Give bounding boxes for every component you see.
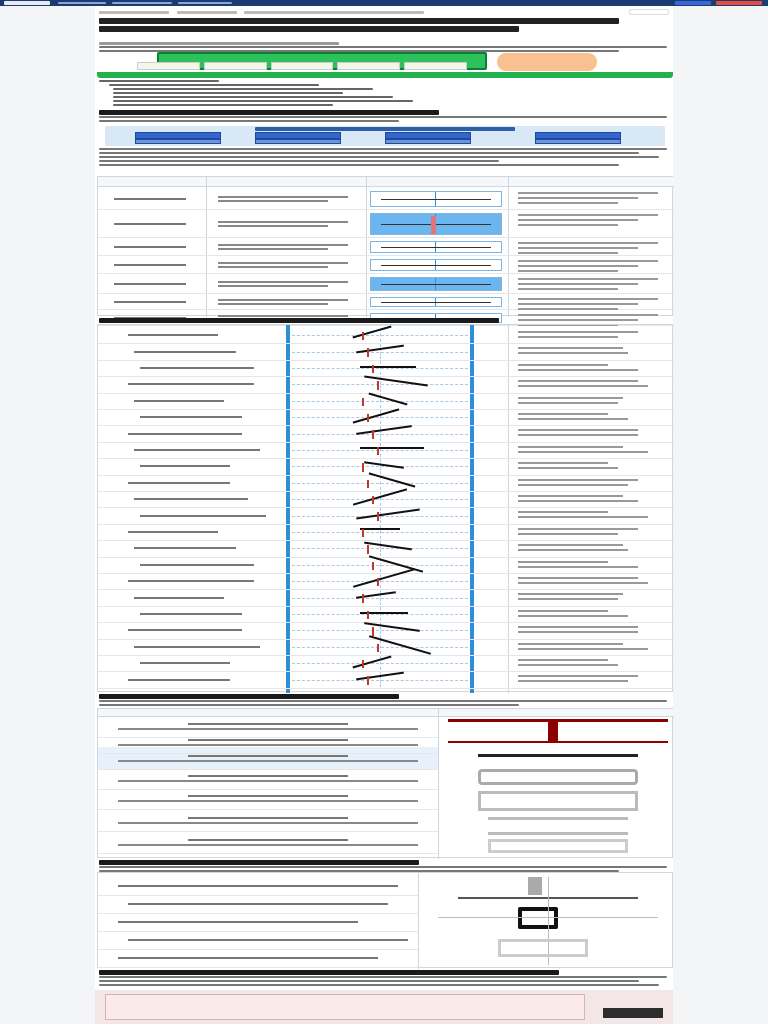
nav-item-2[interactable] <box>112 2 172 4</box>
derived-strokes-table <box>97 324 673 692</box>
section-heading-2 <box>99 318 499 323</box>
example-text <box>518 446 623 448</box>
table-header <box>98 177 674 187</box>
rule-text <box>118 885 398 887</box>
rule-text <box>128 903 388 905</box>
example-text <box>518 566 638 568</box>
stroke-sample-red <box>372 496 374 504</box>
order-rules-table-2 <box>97 872 673 968</box>
example-text <box>518 479 638 481</box>
derived-stroke-name <box>134 449 260 451</box>
table-row-divider <box>98 853 438 854</box>
derived-stroke-name <box>128 679 230 681</box>
rule-desc <box>118 800 418 802</box>
stroke-sample-red <box>362 463 364 471</box>
derived-stroke-demo <box>292 672 468 686</box>
derived-stroke-name <box>134 498 248 500</box>
example-text <box>518 283 638 285</box>
example-text <box>518 528 638 530</box>
example-text <box>518 219 638 221</box>
rule-text <box>118 957 378 959</box>
section-heading-4 <box>99 860 419 865</box>
section-heading-1 <box>99 110 439 115</box>
order-rules-illustration <box>448 719 668 857</box>
grid-v <box>380 410 381 424</box>
grid-v <box>380 492 381 506</box>
example-text <box>518 495 623 497</box>
example-text <box>518 615 628 617</box>
example-text <box>518 314 658 316</box>
stroke-sample <box>364 461 404 469</box>
derived-stroke-demo <box>292 459 468 473</box>
banner-stroke-strip <box>137 62 467 70</box>
example-text <box>518 533 618 535</box>
example-text <box>518 511 608 513</box>
example-text <box>518 369 638 371</box>
site-logo[interactable] <box>4 1 50 5</box>
stroke-sample <box>381 247 491 248</box>
rule-desc <box>118 760 418 762</box>
grid-v <box>380 640 381 654</box>
ad-content <box>105 994 585 1020</box>
rule-desc <box>118 780 418 782</box>
stroke-sample-red <box>372 430 374 438</box>
derived-stroke-name <box>128 531 218 533</box>
example-text <box>518 467 618 469</box>
grid-v <box>380 344 381 358</box>
section-3-paragraph <box>99 700 667 708</box>
table-of-contents <box>99 80 519 112</box>
stroke-desc <box>218 303 328 305</box>
stroke-demo <box>370 297 502 307</box>
stroke-sample <box>352 656 391 669</box>
derived-stroke-demo <box>292 541 468 555</box>
example-text <box>518 252 618 254</box>
stroke-name <box>114 223 186 225</box>
stroke-desc <box>218 262 348 264</box>
derived-stroke-demo <box>292 558 468 572</box>
derived-stroke-demo <box>292 394 468 408</box>
derived-stroke-name <box>128 482 230 484</box>
example-text <box>518 626 638 628</box>
derived-stroke-demo <box>292 476 468 490</box>
stroke-sample <box>356 509 420 520</box>
stroke-demo <box>370 259 502 271</box>
stroke-sample-red <box>372 562 374 570</box>
derived-stroke-name <box>140 564 254 566</box>
table-row-divider <box>98 809 438 810</box>
example-text <box>518 648 648 650</box>
order-rules-illustration-2 <box>438 877 658 965</box>
stroke-sample <box>381 302 491 303</box>
example-text <box>518 434 638 436</box>
example-text <box>518 593 623 595</box>
example-text <box>518 242 658 244</box>
stroke-sample <box>381 224 491 225</box>
tab-3[interactable] <box>385 132 471 139</box>
stroke-sample-red <box>377 512 379 520</box>
derived-stroke-name <box>134 646 260 648</box>
example-text <box>518 298 658 300</box>
stroke-demo <box>370 277 502 291</box>
article-banner <box>97 52 673 78</box>
example-text <box>518 265 638 267</box>
example-text <box>518 631 638 633</box>
table-row-divider <box>98 789 438 790</box>
stroke-desc <box>218 200 328 202</box>
derived-stroke-demo <box>292 492 468 506</box>
derived-stroke-demo <box>292 590 468 604</box>
derived-stroke-demo <box>292 443 468 457</box>
example-text <box>518 680 628 682</box>
stroke-sample-red <box>367 414 369 422</box>
example-text <box>518 278 658 280</box>
table-row-divider <box>98 753 438 754</box>
derived-stroke-demo <box>292 426 468 440</box>
stroke-sample-red <box>362 529 364 537</box>
stroke-sample <box>381 199 491 200</box>
stroke-sample-red <box>377 381 379 389</box>
stroke-desc <box>218 299 348 301</box>
rule-title <box>188 775 348 777</box>
rule-text <box>128 939 408 941</box>
section-1-paragraph <box>99 116 667 124</box>
banner-bar <box>97 72 673 78</box>
stroke-sample <box>381 284 491 285</box>
rule-title <box>188 723 348 725</box>
example-text <box>518 598 618 600</box>
rule-desc <box>118 744 418 746</box>
grid-v <box>380 443 381 457</box>
example-text <box>518 331 638 333</box>
example-text <box>518 192 658 194</box>
derived-stroke-name <box>128 433 242 435</box>
derived-stroke-demo <box>292 525 468 539</box>
example-text <box>518 288 618 290</box>
banner-mascot-image <box>497 53 597 71</box>
grid-v <box>380 361 381 375</box>
derived-stroke-demo <box>292 656 468 670</box>
stroke-sample <box>353 408 400 423</box>
article-container <box>95 6 673 1024</box>
stroke-demo <box>370 191 502 207</box>
example-text <box>518 347 623 349</box>
stroke-demo <box>370 241 502 253</box>
example-text <box>518 561 608 563</box>
stroke-name <box>114 264 186 266</box>
tab-6[interactable] <box>255 139 341 144</box>
stroke-sample-red <box>367 480 369 488</box>
example-text <box>518 303 638 305</box>
stroke-sample-red <box>367 348 369 356</box>
table-row-divider <box>98 293 674 294</box>
stroke-sample-red <box>362 332 364 340</box>
stroke-sample-red <box>362 594 364 602</box>
stroke-sample <box>381 265 491 266</box>
example-text <box>518 418 628 420</box>
table-row-divider <box>98 769 438 770</box>
tab-4[interactable] <box>535 132 621 139</box>
example-text <box>518 462 608 464</box>
stroke-desc <box>218 266 328 268</box>
stroke-sample-red <box>367 611 369 619</box>
section-heading-3 <box>99 694 399 699</box>
rule-title <box>188 755 348 757</box>
stroke-sample <box>360 447 424 449</box>
table-row-divider <box>98 967 418 968</box>
table-row-divider <box>98 255 674 256</box>
derived-stroke-demo <box>292 508 468 522</box>
stroke-sample <box>368 392 407 405</box>
example-text <box>518 429 638 431</box>
stroke-desc <box>218 196 348 198</box>
stroke-sample-red <box>377 578 379 586</box>
derived-stroke-demo <box>292 574 468 588</box>
breadcrumb-item[interactable] <box>99 11 169 14</box>
share-button[interactable] <box>629 9 669 15</box>
example-text <box>518 643 623 645</box>
derived-stroke-demo <box>292 623 468 637</box>
tab-5[interactable] <box>135 139 221 144</box>
example-text <box>518 664 618 666</box>
stroke-desc <box>218 225 328 227</box>
stroke-tabs-caption <box>255 127 515 131</box>
page-title <box>99 18 639 40</box>
stroke-sample <box>360 366 416 368</box>
example-text <box>518 659 608 661</box>
tab-7[interactable] <box>385 139 471 144</box>
tab-1[interactable] <box>135 132 221 139</box>
derived-stroke-demo <box>292 361 468 375</box>
rule-desc <box>118 822 418 824</box>
table-row-divider <box>98 273 674 274</box>
stroke-sample-red <box>372 365 374 373</box>
derived-stroke-name <box>128 580 254 582</box>
example-text <box>518 397 623 399</box>
example-text <box>518 336 618 338</box>
derived-stroke-demo <box>292 328 468 342</box>
table-row-divider <box>98 895 418 896</box>
stroke-name <box>114 246 186 248</box>
derived-stroke-name <box>140 465 230 467</box>
tab-8[interactable] <box>535 139 621 144</box>
header-button-1[interactable] <box>675 1 711 5</box>
derived-stroke-demo <box>292 410 468 424</box>
derived-stroke-demo <box>292 377 468 391</box>
footer-ad-banner[interactable] <box>95 990 673 1024</box>
example-text <box>518 364 608 366</box>
derived-stroke-name <box>134 597 224 599</box>
derived-stroke-name <box>140 515 266 517</box>
table-row-divider <box>98 949 418 950</box>
stroke-desc <box>218 285 328 287</box>
derived-stroke-demo <box>292 607 468 621</box>
example-text <box>518 582 648 584</box>
breadcrumb <box>99 10 499 15</box>
derived-stroke-demo <box>292 344 468 358</box>
stroke-sample-red <box>367 545 369 553</box>
example-text <box>518 500 638 502</box>
example-text <box>518 380 638 382</box>
stroke-name <box>114 283 186 285</box>
stroke-sample <box>360 528 400 530</box>
stroke-name <box>114 198 186 200</box>
rule-desc <box>118 844 418 846</box>
example-text <box>518 544 623 546</box>
derived-stroke-name <box>128 383 254 385</box>
rule-title <box>188 795 348 797</box>
grid-v <box>380 574 381 588</box>
section-1-notes <box>99 148 667 168</box>
article-meta <box>99 42 339 45</box>
derived-stroke-demo <box>292 640 468 654</box>
example-text <box>518 352 628 354</box>
stroke-sample <box>352 326 391 339</box>
example-text <box>518 451 648 453</box>
derived-stroke-name <box>140 613 242 615</box>
stroke-name <box>114 301 186 303</box>
order-rules-table <box>97 708 673 858</box>
example-text <box>518 675 638 677</box>
derived-stroke-name <box>128 629 242 631</box>
derived-stroke-name <box>140 662 230 664</box>
stroke-sample-red <box>362 398 364 406</box>
basic-strokes-table <box>97 176 673 316</box>
example-text <box>518 610 608 612</box>
nav-item-3[interactable] <box>178 2 232 4</box>
derived-stroke-name <box>134 351 236 353</box>
derived-stroke-name <box>140 367 254 369</box>
stroke-tabs <box>105 126 665 146</box>
table-row-divider <box>98 913 418 914</box>
table-row-divider <box>98 209 674 210</box>
table-row-divider <box>98 931 418 932</box>
example-text <box>518 319 638 321</box>
stroke-desc <box>218 248 328 250</box>
stroke-sample-red <box>372 627 374 635</box>
header-button-2[interactable] <box>716 1 762 5</box>
grid-v <box>380 459 381 473</box>
derived-stroke-name <box>128 334 218 336</box>
rule-text <box>118 921 358 923</box>
table-row-divider <box>98 688 674 689</box>
grid-v <box>380 607 381 621</box>
stroke-desc <box>218 221 348 223</box>
table-row-divider <box>98 237 674 238</box>
table-row-divider <box>98 737 438 738</box>
breadcrumb-item[interactable] <box>244 11 424 14</box>
stroke-desc <box>218 244 348 246</box>
example-text <box>518 577 638 579</box>
rule-title <box>188 839 348 841</box>
derived-stroke-name <box>140 416 242 418</box>
example-text <box>518 260 658 262</box>
rule-desc <box>118 728 418 730</box>
section-heading-5 <box>99 970 559 975</box>
rule-title <box>188 739 348 741</box>
section-5-paragraph <box>99 976 667 988</box>
rule-title <box>188 817 348 819</box>
stroke-sample-red <box>362 660 364 668</box>
tab-2[interactable] <box>255 132 341 139</box>
example-text <box>518 484 628 486</box>
derived-stroke-name <box>134 400 224 402</box>
example-text <box>518 197 638 199</box>
example-text <box>518 247 638 249</box>
example-text <box>518 549 628 551</box>
stroke-sample-red <box>377 644 379 652</box>
example-text <box>518 308 618 310</box>
derived-stroke-name <box>134 547 236 549</box>
stroke-sample-red <box>377 447 379 455</box>
stroke-sample-red <box>367 676 369 684</box>
ad-cta-button[interactable] <box>603 1008 663 1018</box>
example-text <box>518 214 658 216</box>
stroke-desc <box>218 281 348 283</box>
example-text <box>518 385 648 387</box>
breadcrumb-item[interactable] <box>177 11 237 14</box>
nav-item-1[interactable] <box>58 2 106 4</box>
example-text <box>518 270 618 272</box>
stroke-sample-red <box>431 216 436 234</box>
stroke-demo <box>370 213 502 235</box>
example-text <box>518 413 608 415</box>
table-row-divider <box>98 831 438 832</box>
example-text <box>518 202 618 204</box>
example-text <box>518 516 648 518</box>
example-text <box>518 224 618 226</box>
stroke-desc <box>218 315 348 317</box>
example-text <box>518 402 618 404</box>
